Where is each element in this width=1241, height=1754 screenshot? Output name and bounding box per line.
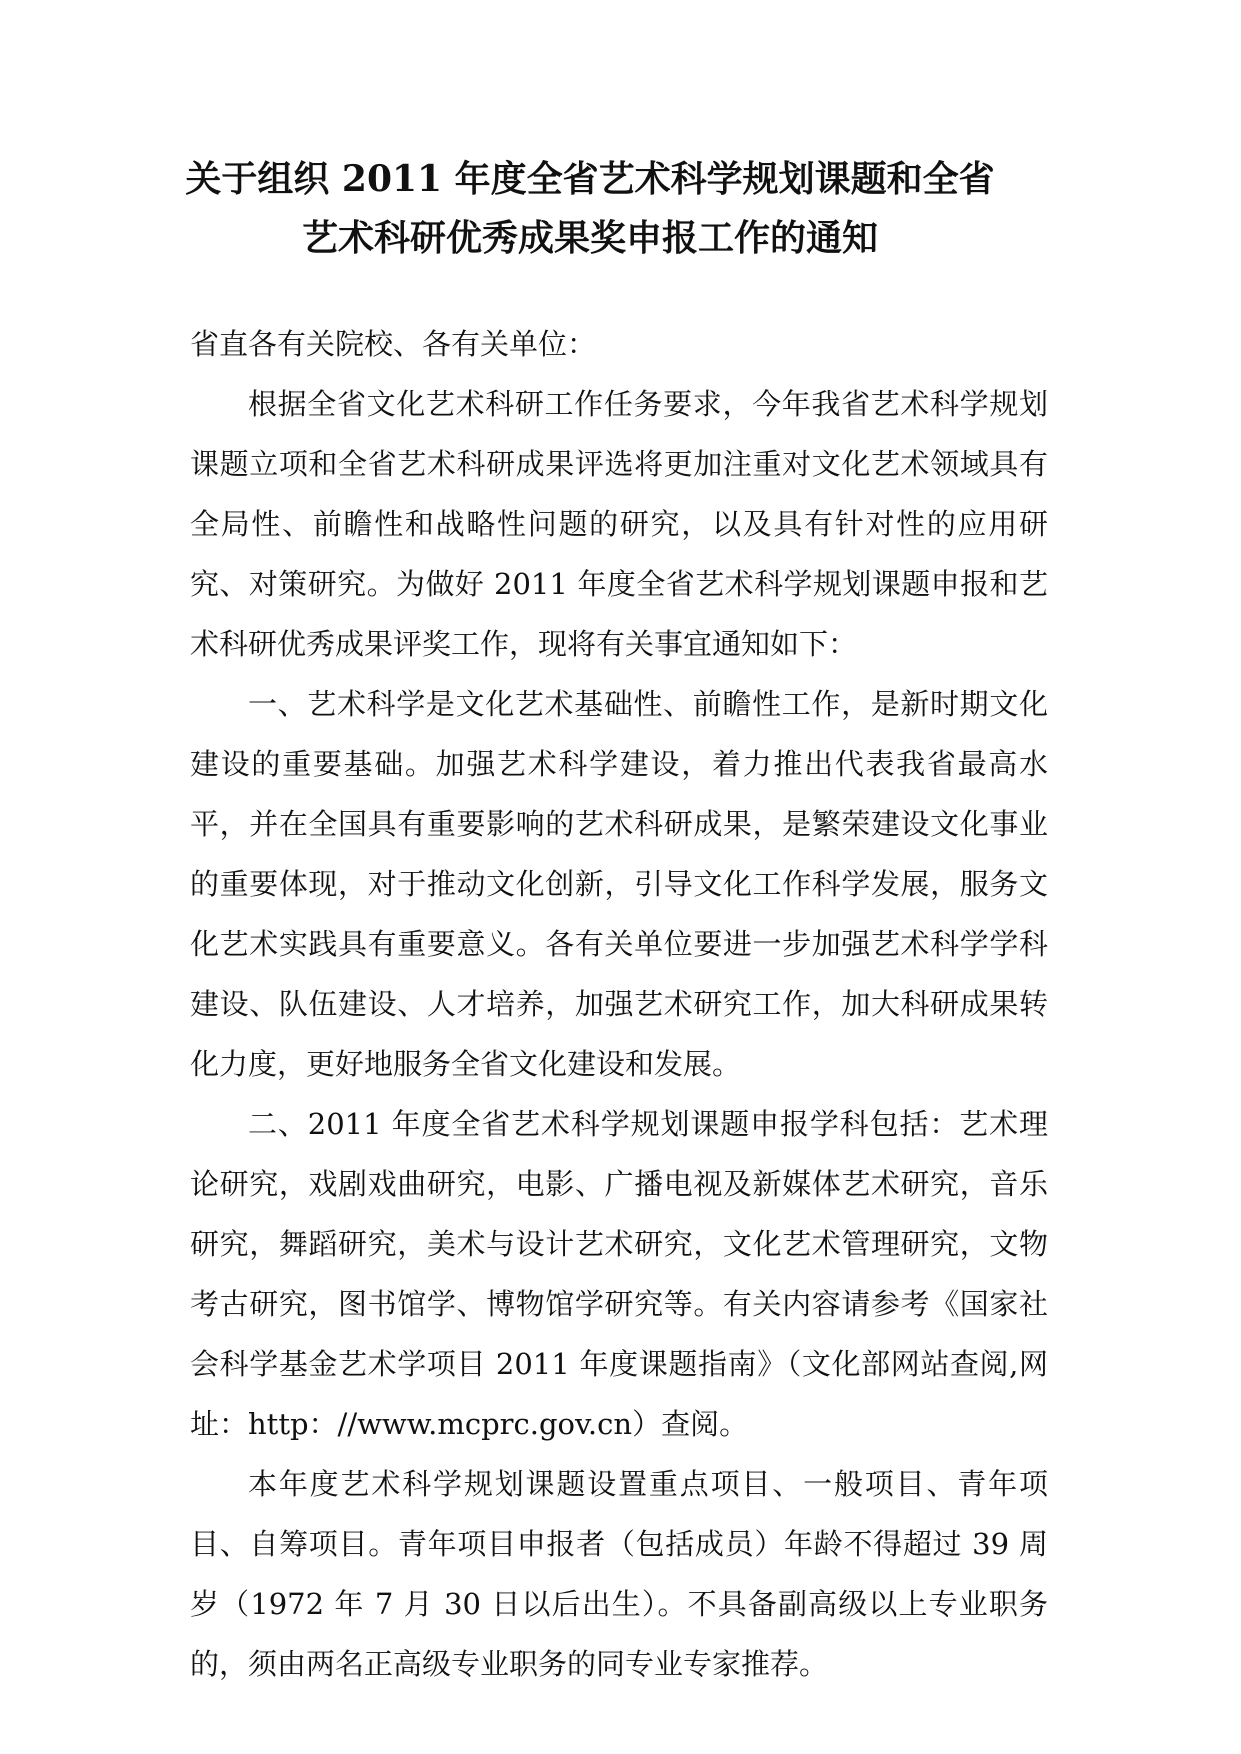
salutation: 省直各有关院校、各有关单位：: [190, 327, 597, 361]
document-body: [190, 314, 1048, 1694]
title-line-2: 艺术科研优秀成果奖申报工作的通知: [301, 217, 878, 259]
paragraph-intro: 根据全省文化艺术科研工作任务要求，今年我省艺术科学规划课题立项和全省艺术科研成果评选将更加注重对文化艺术领域具有全局性、前瞻性和战略性问题的研究，以及具有针对性的应用研究、对策研究。为做好 2011 年度全省艺术科学规划课题申报和艺术科研优秀成果评奖工作，现将有关事宜通知如下：: [190, 387, 1048, 661]
paragraph-project-types: 本年度艺术科学规划课题设置重点项目、一般项目、青年项目、自筹项目。青年项目申报者（包括成员）年龄不得超过 39 周岁（1972 年 7 月 30 日以后出生）。不具备副高级以上专业职务的，须由两名正高级专业职务的同专业专家推荐。: [190, 1467, 1048, 1681]
paragraph-section-2: 二、2011 年度全省艺术科学规划课题申报学科包括：艺术理论研究，戏剧戏曲研究，电影、广播电视及新媒体艺术研究，音乐研究，舞蹈研究，美术与设计艺术研究，文化艺术管理研究，文物考古研究，图书馆学、博物馆学研究等。有关内容请参考《国家社会科学基金艺术学项目 2011 年度课题指南》（文化部网站查阅,网址：http：//www.mcprc.gov.cn）查阅。: [190, 1107, 1048, 1441]
title-line-1: 关于组织 2011 年度全省艺术科学规划课题和全省: [185, 158, 995, 200]
paragraph-section-1: 一、艺术科学是文化艺术基础性、前瞻性工作，是新时期文化建设的重要基础。加强艺术科学建设，着力推出代表我省最高水平，并在全国具有重要影响的艺术科研成果，是繁荣建设文化事业的重要体现，对于推动文化创新，引导文化工作科学发展，服务文化艺术实践具有重要意义。各有关单位要进一步加强艺术科学学科建设、队伍建设、人才培养，加强艺术研究工作，加大科研成果转化力度，更好地服务全省文化建设和发展。: [190, 687, 1048, 1081]
document-title: [150, 150, 1030, 268]
